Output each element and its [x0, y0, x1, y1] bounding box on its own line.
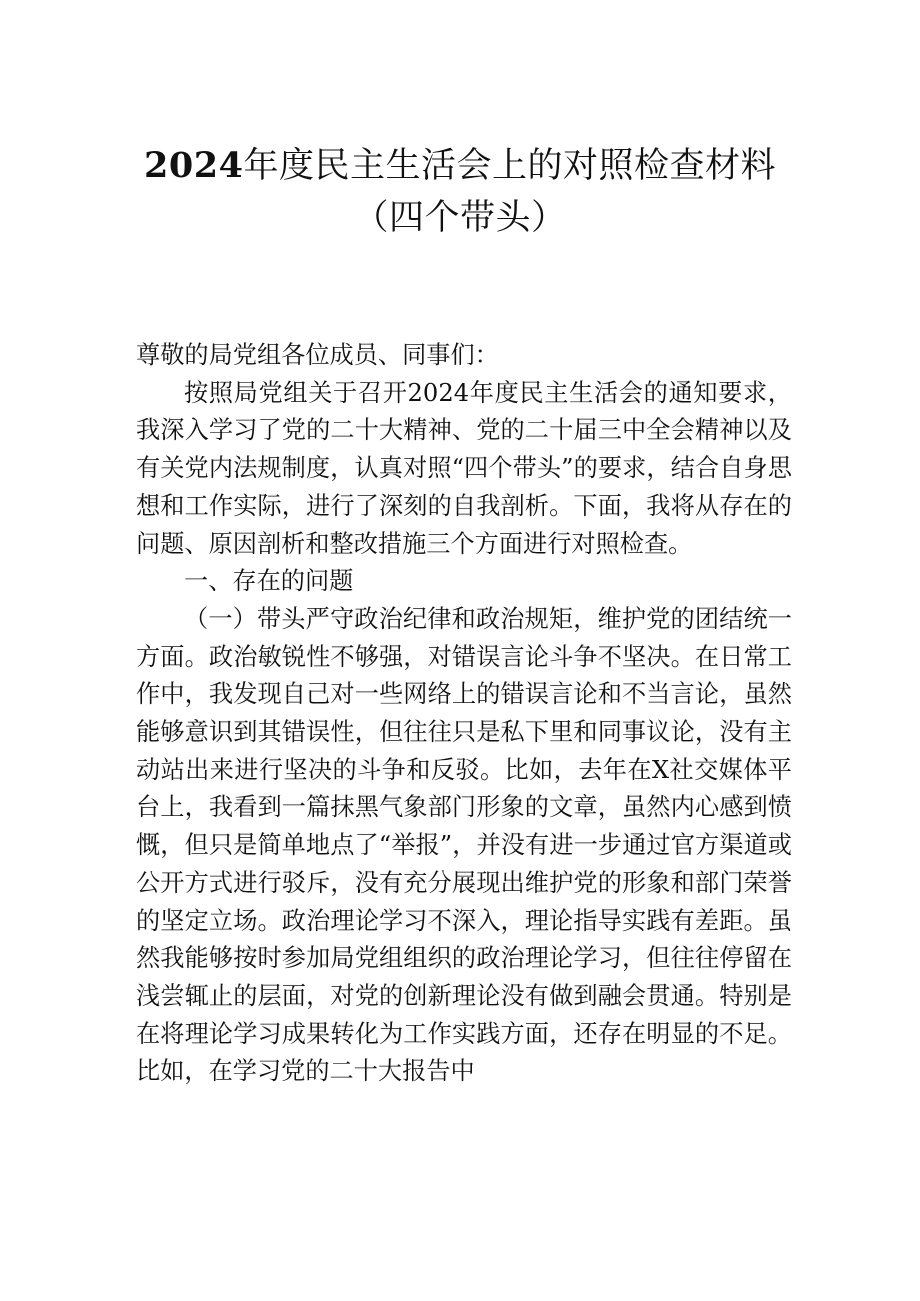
- document-title-text: 年度民主生活会上的对照检查材料: [243, 146, 776, 186]
- document-subtitle: （四个带头）: [353, 198, 567, 238]
- section-heading: 一、存在的问题: [184, 567, 354, 596]
- document-title-year: 2024: [144, 145, 244, 186]
- document-body: [136, 337, 792, 1091]
- document-title: [0, 144, 920, 188]
- salutation: 尊敬的局党组各位成员、同事们：: [136, 341, 499, 369]
- paragraph-intro: 按照局党组关于召开2024年度民主生活会的通知要求，我深入学习了党的二十大精神、党的二十届三中全会精神以及有关党内法规制度，认真对照“四个带头”的要求，结合自身思想和工作实际，进行了深刻的自我剖析。下面，我将从存在的问题、原因剖析和整改措施三个方面进行对照检查。: [136, 378, 792, 558]
- paragraph-item-one: （一）带头严守政治纪律和政治规矩，维护党的团结统一方面。政治敏锐性不够强，对错误言论斗争不坚决。在日常工作中，我发现自己对一些网络上的错误言论和不当言论，虽然能够意识到其错误性，但往往只是私下里和同事议论，没有主动站出来进行坚决的斗争和反驳。比如，去年在X社交媒体平台上，我看到一篇抹黑气象部门形象的文章，虽然内心感到愤慨，但只是简单地点了“举报”，并没有进一步通过官方渠道或公开方式进行驳斥，没有充分展现出维护党的形象和部门荣誉的坚定立场。政治理论学习不深入，理论指导实践有差距。虽然我能够按时参加局党组组织的政治理论学习，但往往停留在浅尝辄止的层面，对党的创新理论没有做到融会贯通。特别是在将理论学习成果转化为工作实践方面，还存在明显的不足。比如，在学习党的二十大报告中: [136, 604, 792, 1086]
